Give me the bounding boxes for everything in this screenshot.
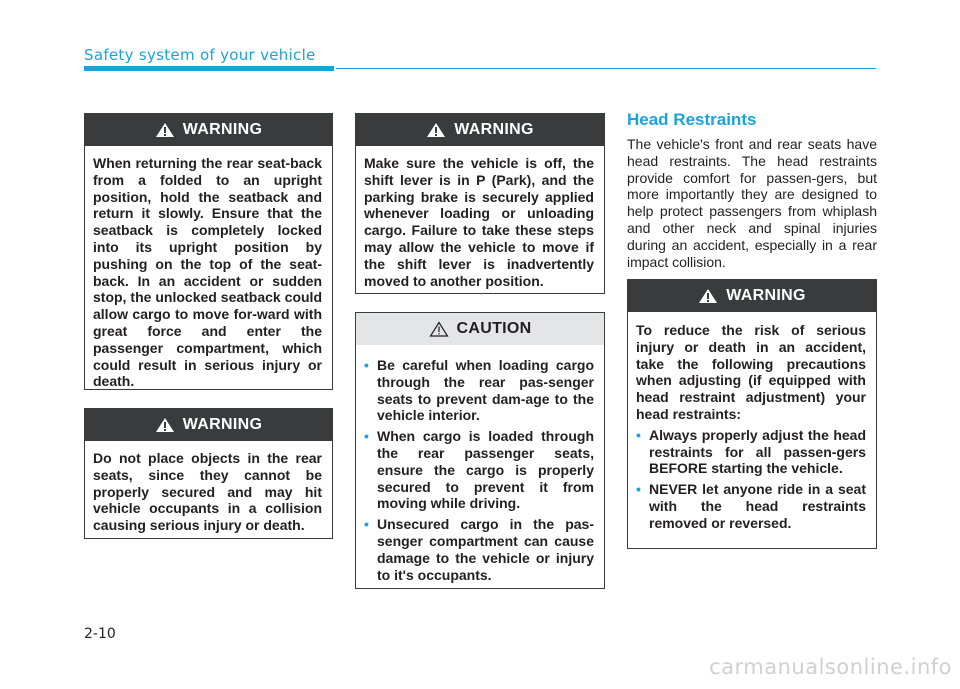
- list-item-text: Be careful when loading cargo through the rear pas-senger seats to prevent dam-age to the vehicle interior.: [377, 357, 594, 424]
- bullet-icon: •: [364, 516, 369, 533]
- warning-label: WARNING: [726, 287, 806, 304]
- bullet-icon: •: [636, 481, 641, 498]
- warning-text: When returning the rear seat-back from a folded to an upright position, hold the seatback and return it slowly. Ensure that the seatback is completely locked into its upright position by pushing on the top of the seat-back. In an accident or sudden stop, the unlocked seatback could allow cargo to move for-ward with great force and enter the passenger compartment, which could result in serious injury or death.: [93, 155, 322, 390]
- bullet-icon: •: [636, 426, 641, 443]
- list-item: [364, 357, 594, 424]
- warning-text: Make sure the vehicle is off, the shift lever is in P (Park), and the parking brake is securely applied whenever loading or unloading cargo. Failure to take these steps may allow the vehicle to move if the shift lever is inadvertently moved to another position.: [364, 155, 594, 289]
- warning-triangle-icon: [698, 288, 718, 304]
- header-rule-thin: [336, 68, 876, 69]
- warning-header: [85, 114, 332, 146]
- caution-triangle-icon: [429, 321, 449, 337]
- section-header-title: Safety system of your vehicle: [84, 46, 316, 64]
- caution-label: CAUTION: [456, 320, 532, 337]
- list-item: [364, 428, 594, 512]
- section-paragraph: The vehicle's front and rear seats have head restraints. The head restraints provide comfort for passen-gers, but more importantly they are designed to help protect passengers from whiplash and other neck and spinal injuries during an accident, especially in a rear impact collision.: [627, 136, 877, 270]
- list-item: [364, 516, 594, 583]
- warning-triangle-icon: [426, 122, 446, 138]
- bullet-icon: •: [364, 428, 369, 445]
- section-title: Head Restraints: [627, 110, 757, 129]
- warning-box-seatback: [84, 113, 333, 390]
- warning-text: Do not place objects in the rear seats, since they cannot be properly secured and may hit vehicle occupants in a collision causing serious injury or death.: [93, 450, 322, 534]
- warning-label: WARNING: [182, 121, 263, 138]
- warning-box-loading: [355, 113, 605, 294]
- warning-triangle-icon: [155, 122, 175, 138]
- warning-label: WARNING: [182, 416, 263, 433]
- list-item: [636, 427, 866, 477]
- bullet-icon: •: [364, 357, 369, 373]
- caution-body: [356, 345, 604, 597]
- list-item-text: NEVER let anyone ride in a seat with the head restraints removed or reversed.: [649, 481, 866, 531]
- warning-label: WARNING: [454, 121, 534, 138]
- caution-box-cargo: [355, 312, 605, 589]
- header-rule-thick: [84, 66, 334, 71]
- warning-box-head-restraints: [627, 279, 877, 549]
- warning-header: [628, 280, 876, 312]
- warning-box-objects: [84, 408, 333, 539]
- caution-header: [356, 313, 604, 345]
- warning-lead-text: To reduce the risk of serious injury or death in an accident, take the following precautions when adjusting (if equipped with head restraint adjustment) your head restraints:: [636, 322, 866, 422]
- warning-header: [85, 409, 332, 441]
- page-number: 2-10: [84, 626, 116, 642]
- warning-body: [628, 312, 876, 546]
- list-item: [636, 481, 866, 531]
- list-item-text: When cargo is loaded through the rear passenger seats, ensure the cargo is properly secured to prevent it from moving while driving.: [377, 428, 594, 512]
- list-item-text: Always properly adjust the head restraints for all passen-gers BEFORE starting the vehicle.: [649, 426, 866, 477]
- warning-header: [356, 114, 604, 146]
- list-item-text: Unsecured cargo in the pas-senger compartment can cause damage to the vehicle or injury to it's occupants.: [377, 516, 594, 583]
- warning-triangle-icon: [155, 417, 175, 433]
- watermark: carmanualsonline.info: [709, 655, 952, 679]
